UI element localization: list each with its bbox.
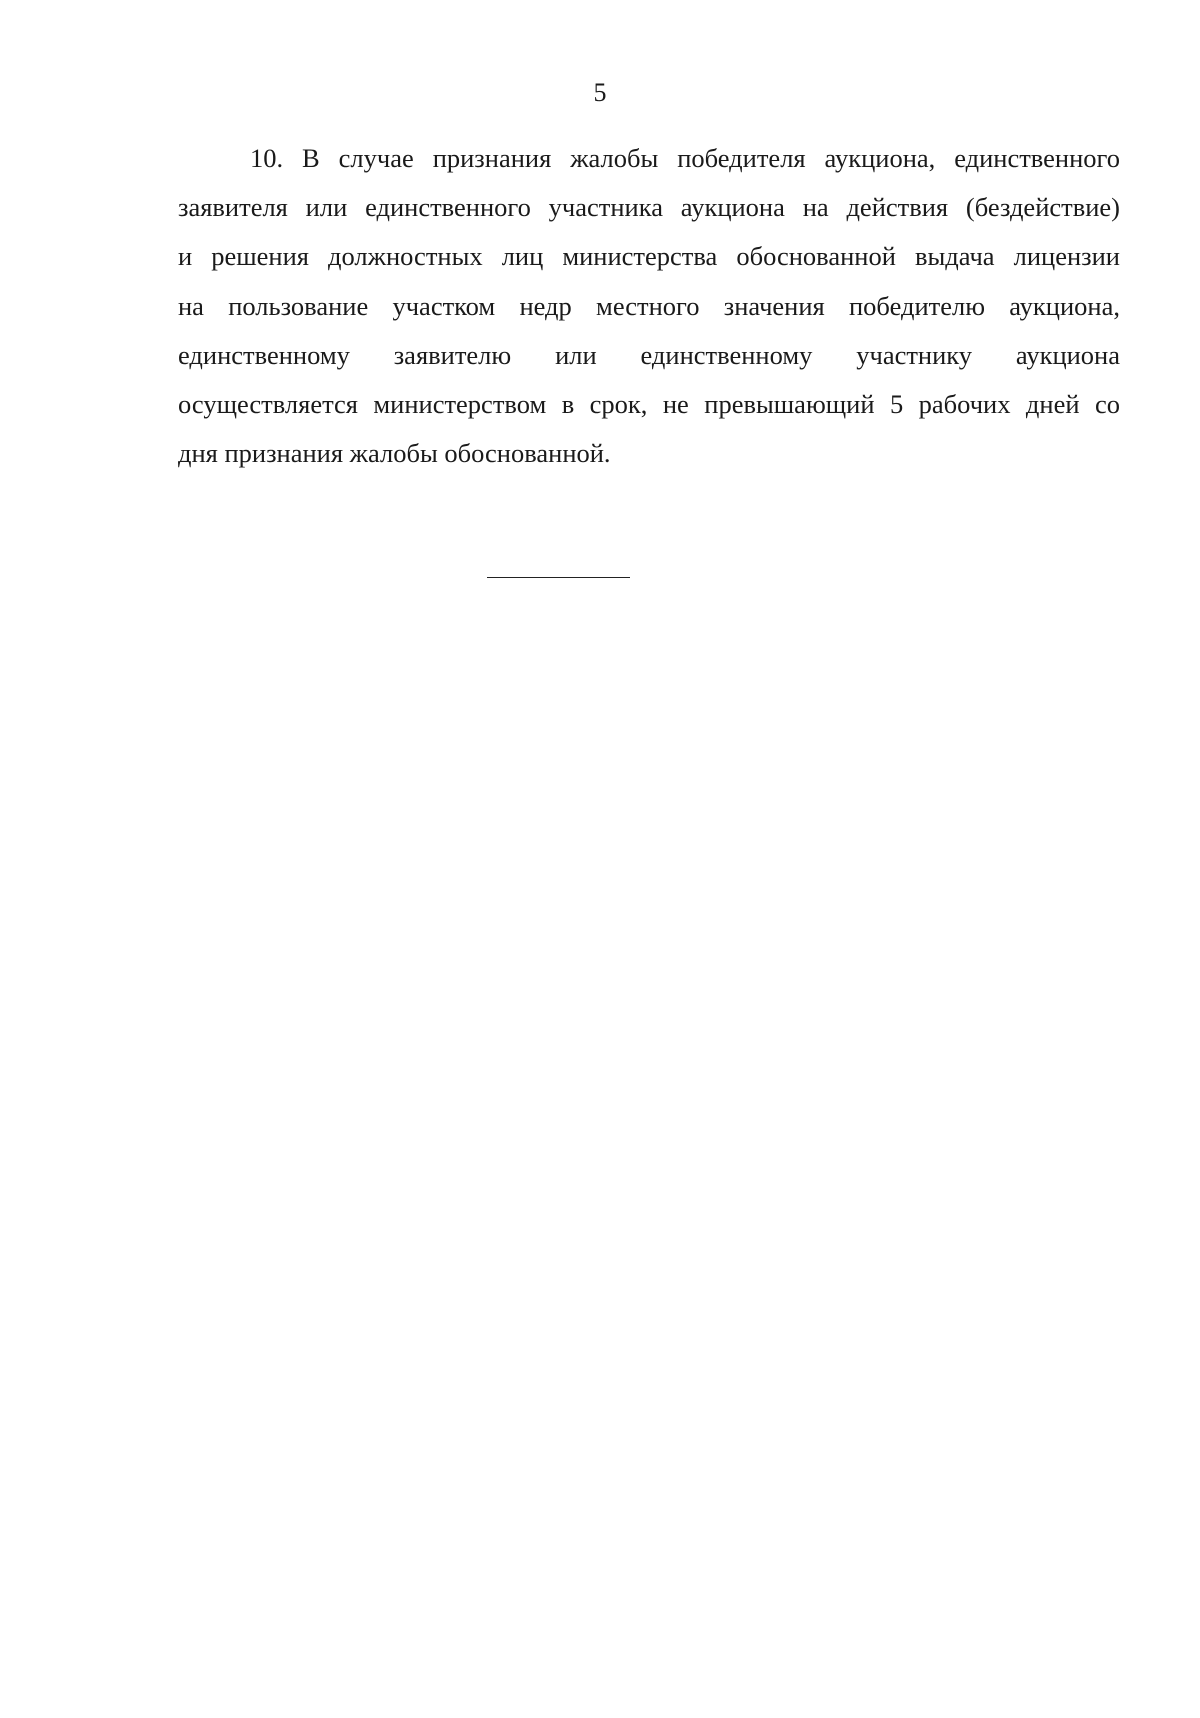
end-divider-line: [487, 577, 630, 578]
page-number: 5: [593, 78, 607, 107]
paragraph-line: единственному заявителю или единственному участнику аукциона: [178, 339, 1120, 370]
paragraph-line: 10. В случае признания жалобы победителя аукциона, единственного: [250, 143, 1120, 173]
paragraph-line: осуществляется министерством в срок, не превышающий 5 рабочих дней со: [178, 389, 1120, 420]
paragraph-10: [178, 134, 1120, 478]
paragraph-line: и решения должностных лиц министерства обоснованной выдача лицензии: [178, 241, 1120, 272]
paragraph-line: заявителя или единственного участника аукциона на действия (бездействие): [178, 192, 1120, 223]
paragraph-line: на пользование участком недр местного значения победителю аукциона,: [178, 290, 1120, 321]
paragraph-line: дня признания жалобы обоснованной.: [178, 438, 611, 469]
